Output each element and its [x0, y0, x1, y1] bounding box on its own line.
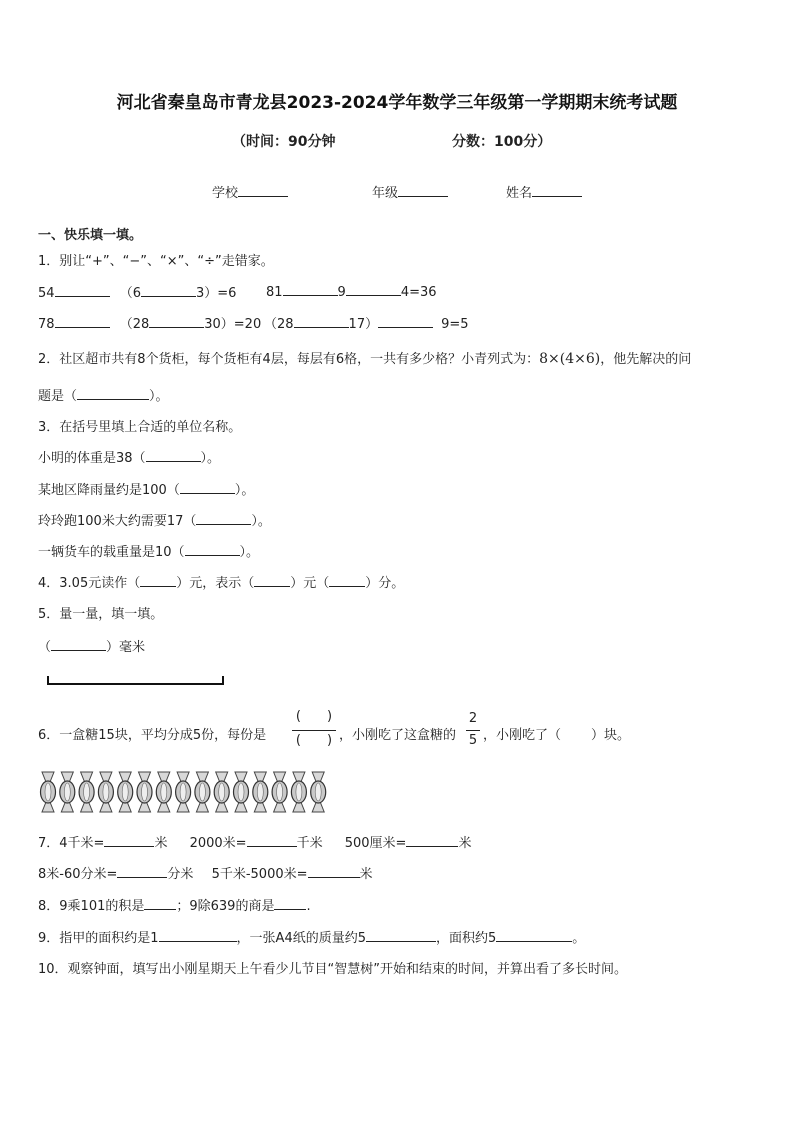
school-field[interactable]	[212, 182, 288, 201]
school-label: 学校	[212, 186, 239, 201]
measure-line-end	[222, 676, 224, 685]
answer-blank[interactable]	[77, 386, 149, 400]
candy-icon	[253, 772, 268, 812]
expression: 8×(4×6)	[539, 351, 601, 367]
question-9: 9．指甲的面积约是1 ，一张A4纸的质量约5 ，面积约5 。	[38, 927, 585, 946]
answer-blank[interactable]	[149, 314, 204, 328]
candy-icon	[311, 772, 326, 812]
answer-blank[interactable]	[308, 864, 360, 878]
answer-blank[interactable]	[117, 864, 167, 878]
question-6-end: ，小刚吃了（ ）块。	[483, 728, 631, 743]
exam-score: 分数：100分）	[452, 134, 552, 150]
q1-row-1a: 54 （6 3）=6	[38, 282, 236, 301]
answer-blank[interactable]	[196, 511, 251, 525]
fraction-bar	[292, 730, 336, 731]
question-10: 10．观察钟面，填写出小刚星期天上午看少儿节目“智慧树”开始和结束的时间，并算出看了多长时间。	[38, 962, 628, 977]
candy-icon	[137, 772, 152, 812]
answer-blank[interactable]	[55, 283, 110, 297]
answer-blank[interactable]	[140, 573, 176, 587]
question-2: 2．社区超市共有8个货柜，每个货柜有4层，每层有6格，一共有多少格？小青列式为：8×(4×6)，他先解决的问	[38, 351, 692, 367]
denominator-blank[interactable]: ( )	[295, 733, 333, 748]
answer-blank[interactable]	[254, 573, 290, 587]
answer-blank[interactable]	[51, 637, 106, 651]
grade-blank[interactable]	[398, 183, 448, 197]
q3-item-4: 一辆货车的载重量是10（ ）。	[38, 541, 259, 560]
answer-blank[interactable]	[346, 282, 401, 296]
candy-icon	[60, 772, 75, 812]
answer-blank[interactable]	[180, 480, 235, 494]
candy-icon	[156, 772, 171, 812]
answer-blank[interactable]	[144, 896, 176, 910]
candy-icon	[118, 772, 133, 812]
q3-item-2: 某地区降雨量约是100（ ）。	[38, 479, 254, 498]
q3-item-1: 小明的体重是38（ ）。	[38, 447, 220, 466]
question-8: 8．9乘101的积是 ；9除639的商是 .	[38, 895, 311, 914]
measure-line-start	[47, 676, 49, 685]
fraction-2-5: 2 5	[466, 711, 480, 751]
answer-blank[interactable]	[274, 896, 306, 910]
q1-row-1b: 81 9 4=36	[266, 282, 437, 300]
q1-row-2b: （28 17） 9=5	[264, 313, 469, 332]
grade-label: 年级	[372, 186, 399, 201]
answer-blank[interactable]	[496, 928, 572, 942]
answer-blank[interactable]	[294, 314, 349, 328]
name-label: 姓名	[506, 186, 533, 201]
numerator-blank[interactable]: ( )	[295, 709, 333, 724]
answer-blank[interactable]	[55, 314, 110, 328]
question-3: 3．在括号里填上合适的单位名称。	[38, 420, 242, 435]
answer-blank[interactable]	[185, 542, 240, 556]
candy-icon	[291, 772, 306, 812]
candy-icon	[272, 772, 287, 812]
grade-field[interactable]	[372, 182, 448, 201]
answer-blank[interactable]	[366, 928, 436, 942]
name-blank[interactable]	[532, 183, 582, 197]
candy-icon	[195, 772, 210, 812]
question-7-row-2: 8米-60分米= 分米 5千米-5000米= 米	[38, 863, 373, 882]
question-1: 1．别让“+”、“−”、“×”、“÷”走错家。	[38, 254, 274, 269]
q1-row-2a: 78 （28 30）=20	[38, 313, 261, 332]
answer-blank[interactable]	[104, 833, 154, 847]
question-4: 4．3.05元读作（ ）元，表示（ ）元（ ）分。	[38, 572, 404, 591]
question-7-row-1: 7．4千米= 米 2000米= 千米 500厘米= 米	[38, 832, 471, 851]
section-heading: 一、快乐填一填。	[38, 228, 143, 243]
candy-icon	[98, 772, 113, 812]
answer-blank[interactable]	[247, 833, 297, 847]
question-2-cont: 题是（ ）。	[38, 385, 169, 404]
q5-answer: （ ）毫米	[38, 636, 145, 655]
page-title: 河北省秦皇岛市青龙县2023-2024学年数学三年级第一学期期末统考试题	[116, 93, 678, 113]
answer-blank[interactable]	[146, 448, 201, 462]
exam-time: （时间：90分钟	[232, 134, 336, 150]
name-field[interactable]	[506, 182, 582, 201]
school-blank[interactable]	[238, 183, 288, 197]
question-6-cont: ，小刚吃了这盒糖的	[339, 728, 457, 743]
candy-icon	[214, 772, 229, 812]
candy-icon	[176, 772, 191, 812]
answer-blank[interactable]	[406, 833, 458, 847]
question-6: 6．一盒糖15块，平均分成5份，每份是	[38, 728, 267, 743]
q3-item-3: 玲玲跑100米大约需要17（ ）。	[38, 510, 271, 529]
answer-blank[interactable]	[378, 314, 433, 328]
answer-blank[interactable]	[141, 283, 196, 297]
measure-line	[47, 683, 224, 685]
answer-blank[interactable]	[283, 282, 338, 296]
question-5: 5．量一量，填一填。	[38, 607, 164, 622]
candy-row	[38, 770, 338, 814]
answer-blank[interactable]	[329, 573, 365, 587]
candy-icon	[234, 772, 249, 812]
answer-blank[interactable]	[159, 928, 237, 942]
candy-icon	[79, 772, 94, 812]
fraction-blank[interactable]	[292, 709, 336, 753]
candy-icon	[41, 772, 56, 812]
